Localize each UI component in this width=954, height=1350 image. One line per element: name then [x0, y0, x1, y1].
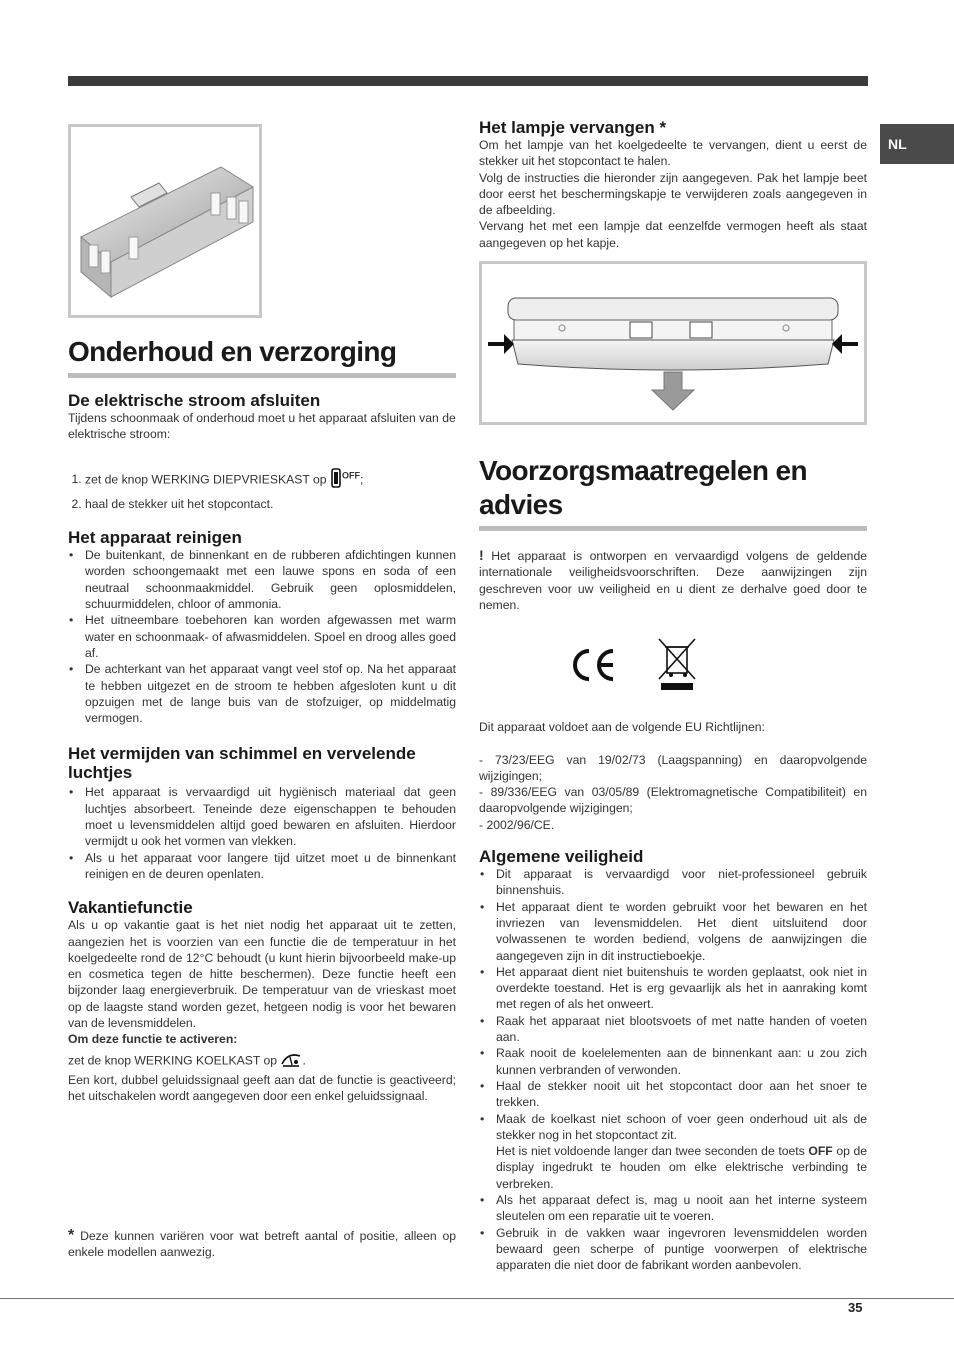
- safety-list: [479, 866, 867, 1273]
- list-item: • Haal de stekker nooit uit het stopcontact door aan het snoer te trekken.: [496, 1078, 867, 1111]
- eu-directive: - 73/23/EEG van 19/02/73 (Laagspanning) en daaropvolgende wijzigingen;: [479, 752, 867, 783]
- holiday-activate-step: [68, 1050, 456, 1072]
- item7-part-b: Het is niet voldoende langer dan twee seconden de toets: [496, 1144, 805, 1159]
- eu-directive: - 89/336/EEG van 03/05/89 (Elektromagnetische Compatibiliteit) en daaropvolgende wijzigingen;: [479, 785, 867, 816]
- lamp-p3: Vervang het met een lampje dat eenzelfde vermogen heeft als staat aangegeven op het kapje.: [479, 219, 867, 250]
- lamp-cover-illustration: [479, 261, 867, 425]
- lamp-p1: Om het lampje van het koelgedeelte te vervangen, dient u eerst de stekker uit het stopcontact te halen.: [479, 138, 867, 169]
- holiday-text: Als u op vakantie gaat is het niet nodig het apparaat uit te zetten, aangezien het is voorzien van een functie die de temperatuur in het koelgedeelte rond de 12°C behoudt (u kunt hierin bijvoorbeeld make-up en cosmetica tegen de hitte beschermen). Deze functie heeft een bijzonder laag energieverbruik. De temperatuur van de vrieskast moet op de laagste stand worden gezet, hetgeen nodig is voor het bewaren van de levensmiddelen.: [68, 918, 456, 1031]
- warning-text: Het apparaat is ontworpen en vervaardigd volgens de geldende internationale veiligheidsvoorschriften. Deze aanwijzingen zijn geschreven voor uw veiligheid en u dient ze derhalve goed door te nemen.: [479, 549, 867, 612]
- item7-part-c: op de display ingedrukt te houden om elke elektrische verbinding te verbreken.: [496, 1144, 868, 1191]
- lamp-p2: Volg de instructies die hieronder zijn aangegeven. Pak het lampje beet door eerst het beschermingskapje te verwijderen zoals aangegeven in de afbeelding.: [479, 170, 867, 218]
- heading-safety: Algemene veiligheid: [479, 847, 644, 867]
- lamp-cover-drawing: [482, 264, 864, 422]
- power-off-intro: Tijdens schoonmaak of onderhoud moet u het apparaat afsluiten van de elektrische stroom:: [68, 411, 456, 442]
- step-1-end: ;: [359, 471, 364, 486]
- activate-step-text: zet de knop WERKING KOELKAST op: [68, 1052, 278, 1067]
- holiday-after: Een kort, dubbel geluidssignaal geeft aan dat de functie is geactiveerd; het uitschakelen wordt aangegeven door een enkel geluidssignaal.: [68, 1072, 456, 1104]
- language-tab: NL: [880, 124, 954, 164]
- list-item: • De buitenkant, de binnenkant en de rubberen afdichtingen kunnen worden schoongemaakt met een lauwe spons en soda of een neutraal schoonmaakmiddel. Gebruik geen oplosmiddelen, schuurmiddelen, chloor of ammonia.: [85, 547, 456, 612]
- eu-directives: [479, 752, 867, 833]
- section-title-2: [479, 454, 867, 522]
- footnote-star: *: [68, 1227, 75, 1244]
- activate-step-end: .: [302, 1052, 306, 1067]
- list-item: • Dit apparaat is vervaardigd voor niet-professioneel gebruik binnenshuis.: [496, 866, 867, 899]
- holiday-mode-icon: [280, 1050, 302, 1072]
- list-item: • Gebruik in de vakken waar ingevroren levensmiddelen worden bewaard geen scherpe of puntige voorwerpen of elektrische apparaten die niet door de fabrikant worden aanbevolen.: [496, 1225, 867, 1274]
- item7-off-key: OFF: [808, 1144, 833, 1159]
- warning-paragraph: [479, 547, 867, 613]
- left-column: [68, 124, 457, 1260]
- list-item: • Het apparaat dient te worden gebruikt voor het bewaren en het invriezen van levensmiddelen. Het dient uitsluitend door volwassenen te worden bediend, volgens de aanwijzingen die aangegeven zijn in dit instructieboekje.: [496, 899, 867, 964]
- mould-list: [68, 784, 456, 882]
- item7-part-a: Maak de koelkast niet schoon of voer geen onderhoud uit als de stekker nog in het stopcontact zit.: [496, 1111, 867, 1142]
- freezer-knob-icon: [330, 467, 342, 493]
- ce-mark-icon: [569, 647, 619, 688]
- cleaning-list: [68, 547, 456, 726]
- list-item: • Raak het apparaat niet blootsvoets of met natte handen of voeten aan.: [496, 1013, 867, 1046]
- page-number: 35: [848, 1300, 863, 1315]
- clip-illustration: [68, 124, 262, 318]
- list-item: • Het uitneembare toebehoren kan worden afgewassen met warm water en schoonmaak- of afwasmiddelen. Spoel en droog alles goed af.: [85, 612, 456, 661]
- certification-logos: [479, 637, 867, 713]
- heading-lamp: Het lampje vervangen *: [479, 118, 667, 137]
- clip-drawing: [71, 127, 259, 315]
- top-rule: [68, 76, 868, 86]
- weee-bin-icon: [657, 637, 697, 698]
- list-item: • Het apparaat is vervaardigd uit hygiënisch materiaal dat geen luchtjes absorbeert. Teneinde deze eigenschappen te behouden moet u levensmiddelen altijd goed bewaren en afsluiten. Hierdoor vermijdt u ook het vormen van vlekken.: [85, 784, 456, 849]
- holiday-activate-label: Om deze functie te activeren:: [68, 1032, 238, 1047]
- heading-holiday: Vakantiefunctie: [68, 898, 193, 918]
- footnote: [68, 1228, 456, 1261]
- footer-rule: [0, 1298, 954, 1299]
- title-line-1: Voorzorgsmaatregelen en: [479, 455, 807, 487]
- list-item: • Het apparaat dient niet buitenshuis te worden geplaatst, ook niet in overdekte toestand. Het is erg gevaarlijk als het in aanraking komt met regen of als het onweert.: [496, 964, 867, 1013]
- step-1-text: zet de knop WERKING DIEPVRIESKAST op: [85, 471, 327, 486]
- right-column: [479, 118, 867, 1273]
- title-underline-2: [479, 526, 867, 531]
- heading-power-off: De elektrische stroom afsluiten: [68, 391, 321, 410]
- warning-mark: !: [479, 547, 484, 564]
- eu-intro: Dit apparaat voldoet aan de volgende EU Richtlijnen:: [479, 720, 765, 735]
- title-underline: [68, 373, 456, 378]
- power-off-step-2: 2. haal de stekker uit het stopcontact.: [85, 496, 456, 512]
- eu-directive: - 2002/96/CE.: [479, 817, 555, 832]
- list-item: • Als het apparaat defect is, mag u nooit aan het interne systeem sleutelen om een reparatie uit te voeren.: [496, 1192, 867, 1225]
- heading-cleaning: Het apparaat reinigen: [68, 528, 242, 548]
- off-label: OFF: [341, 469, 360, 480]
- list-item: • De achterkant van het apparaat vangt veel stof op. Na het apparaat te hebben uitgezet en de stroom te hebben afgesloten kunt u dit opzuigen met de lange buis van de stofzuiger, op middelmatig vermogen.: [85, 661, 456, 726]
- power-off-step-1: [85, 467, 456, 493]
- list-item: [496, 1111, 867, 1192]
- list-item: • Raak nooit de koelelementen aan de binnenkant aan: u zou zich kunnen verbranden of verwonden.: [496, 1045, 867, 1078]
- section-title: Onderhoud en verzorging: [68, 336, 397, 367]
- footnote-text: Deze kunnen variëren voor wat betreft aantal of positie, alleen op enkele modellen aanwezig.: [68, 1229, 457, 1260]
- power-off-steps: [68, 467, 456, 513]
- title-line-2: advies: [479, 489, 563, 521]
- list-item: • Als u het apparaat voor langere tijd uitzet moet u de binnenkant reinigen en de deuren openlaten.: [85, 850, 456, 883]
- heading-mould: Het vermijden van schimmel en vervelende luchtjes: [68, 744, 416, 783]
